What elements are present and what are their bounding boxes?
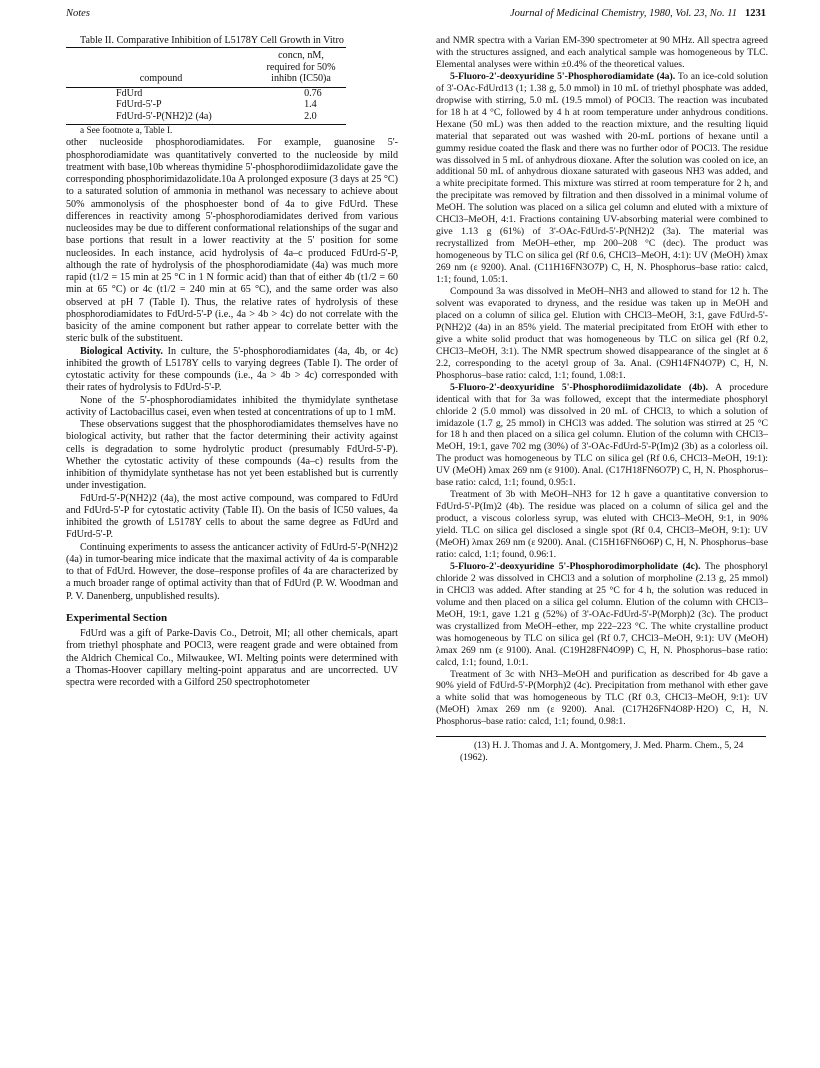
table-cell-value: 1.4 — [304, 99, 317, 110]
paragraph-heading: 5-Fluoro-2'-deoxyuridine 5'-Phosphorodiimidazolidate (4b). — [450, 381, 708, 393]
table-cell-compound: FdUrd-5'-P(NH2)2 (4a) — [66, 111, 256, 125]
body-paragraph: Compound 3a was dissolved in MeOH–NH3 and allowed to stand for 12 h. The solvent was evaporated to dryness, and the residue was taken up in MeOH and placed on a column of silica gel. Elution with CHCl3–MeOH, 3:1, gave FdUrd-5'-P(NH2)2 (4a) in an 85% yield. The material precipitated from EtOH with ether to give a white solid product that was homogeneous by TLC on silica gel (Rf 0.2, CHCl3–MeOH, 3:1). The NMR spectrum showed disappearance of the singlet at δ 2.2, corresponding to the acetyl group of 3a. Anal. (C9H14FN4O7P) C, H, N. Phosphorus–base ratio: calcd, 1:1; found, 1.08:1. — [436, 286, 768, 381]
body-paragraph — [66, 346, 398, 395]
table-row — [66, 111, 346, 125]
table-cell-compound: FdUrd — [116, 87, 143, 99]
paragraph-heading: 5-Fluoro-2'-deoxyuridine 5'-Phosphorodiamidate (4a). — [450, 70, 676, 82]
body-paragraph: None of the 5'-phosphorodiamidates inhibited the thymidylate synthetase activity of Lactobacillus casei, even when tested at concentrations of up to 1 mM. — [66, 394, 398, 418]
body-paragraph: Continuing experiments to assess the anticancer activity of FdUrd-5'-P(NH2)2 (4a) in tumor-bearing mice indicate that the maximal activity of 4a is comparable to that of FdUrd. However, the dose–response profiles of 4a are characterized by a much broader range of optimal activity than that of FdUrd (P. W. Woodman and P. V. Danenberg, unpublished results). — [66, 541, 398, 602]
running-header — [66, 8, 766, 26]
body-paragraph: other nucleoside phosphorodiamidates. For example, guanosine 5'-phosphorodiamidate was quantitatively converted to the nucleoside by mild treatment with base,10b whereas thymidine 5'-phosphorodiimidazolidate gave the corresponding phosphorimidazolidate.10a A prolonged exposure (3 days at 25 °C) to a saturated solution of ammonia in methanol was necessary to achieve about 50% ammonolysis of the phosphoester bond of 4a to give FdUrd. These differences in reactivity among 5'-phosphorodiamidates derived from various nucleosides may be due to different conformational relationships of the sugar and base portions that result in a lower reactivity at the 5' position for some nucleosides. In each instance, acid hydrolysis of 4a–c produced FdUrd-5'-P, although the rate of hydrolysis of the phosphorodiamidate (4a) was much more rapid (t1/2 = 15 min at 25 °C in 1 N formic acid) than that of either 4b (t1/2 = 60 min at 65 °C) or 4c (t1/2 = 240 min at 65 °C), and the same order was also observed at pH 7 (Table I). Thus, the relative rates of hydrolysis of these phosphorodiamidates to FdUrd-5'-P (i.e., 4a > 4b > 4c) do not correlate with the basicity of the amine component but rather appear to correlate better with the steric bulk of the substituent. — [66, 137, 399, 345]
table-header-value — [256, 48, 346, 87]
right-column — [436, 35, 768, 764]
table-caption: Table II. Comparative Inhibition of L5178Y Cell Growth in Vitro — [80, 35, 344, 46]
body-paragraph — [436, 71, 768, 286]
paragraph-text: A procedure identical with that for 3a was followed, except that the intermediate phosphoryl chloride 2 (5.0 mmol) was dissolved in 20 mL of CHCl3, to which a solution of imidazole (1.7 g, 25 mmol) in CHCl3 was added. The solution was stirred at 25 °C for 18 h and then placed on a silica gel column. Elution of the column with CHCl3–MeOH, 19:1, gave 702 mg (30%) of 3'-OAc-FdUrd-5'-P(Im)2 (3b) as a colorless oil. The product was homogeneous by TLC on silica gel (Rf 0.6, CHCl3–MeOH, 19:1): UV (MeOH) λmax 269 nm (ε 9100). Anal. (C17H18FN6O7P) C, H, N. Phosphorus–base ratio: calcd, 1:1; found, 0.95:1. — [436, 381, 768, 489]
table-header-line: required for 50% — [266, 61, 336, 73]
table-cell-value: 0.76 — [304, 87, 322, 99]
table-footnote: a See footnote a, Table I. — [80, 126, 173, 136]
table-row — [66, 99, 346, 111]
body-paragraph: and NMR spectra with a Varian EM-390 spectrometer at 90 MHz. All spectra agreed with the structures assigned, and each analytical sample was homogeneous by TLC. Elemental analyses were within ±0.4% of the theoretical values. — [436, 35, 768, 70]
body-paragraph: FdUrd was a gift of Parke-Davis Co., Detroit, MI; all other chemicals, apart from triethyl phosphate and POCl3, were reagent grade and were obtained from the Aldrich Chemical Co., Milwaukee, WI. Melting points were determined with a Thomas-Hoover capillary melting-point apparatus and are uncorrected. UV spectra were recorded with a Gilford 250 spectrophotometer — [66, 628, 398, 688]
journal-name: Journal of Medicinal Chemistry, 1980, Vol. 23, No. 11 — [509, 8, 737, 19]
body-paragraph: Treatment of 3b with MeOH–NH3 for 12 h gave a quantitative conversion to FdUrd-5'-P(Im)2 (4b). The residue was placed on a column of silica gel and the product, a viscous colorless syrup, was eluted with CHCl3–MeOH, 9:1, in 90% yield. TLC on silica gel disclosed a single spot (Rf 0.4, CHCl3–MeOH, 9:1): UV (MeOH) λmax 269 nm (ε 9200). Anal. (C15H16FN6O6P) C, H, N. Phosphorus–base ratio: calcd, 1:1; found, 0.96:1. — [436, 489, 768, 560]
paragraph-heading: Biological Activity. — [80, 345, 163, 357]
body-paragraph — [436, 382, 768, 490]
table-row — [66, 87, 346, 99]
inhibition-table — [66, 47, 346, 125]
table-cell-value: 2.0 — [256, 111, 346, 125]
body-paragraph: FdUrd-5'-P(NH2)2 (4a), the most active compound, was compared to FdUrd and FdUrd-5'-P for cytostatic activity (Table II). On the basis of IC50 values, 4a inhibited the growth of L5178Y cells to about the same degree as FdUrd and FdUrd-5'-P. — [66, 492, 398, 541]
table-cell-compound: FdUrd-5'-P — [116, 99, 162, 110]
paragraph-text: To an ice-cold solution of 3'-OAc-FdUrd13 (1; 1.38 g, 5.0 mmol) in 10 mL of triethyl phosphate was added, dropwise with stirring, 5.0 mL (19.5 mmol) of POCl3. The reaction was incubated for 18 h at 4 °C, followed by 4 h at room temperature under anhydrous conditions. Hexane (50 mL) was then added to the reaction mixture, and the resulting liquid material that separated out was washed with 20-mL portions of hexane until a gummy residue coated the flask and there was no further odor of POCl3. The residue was dissolved in 5 mL of anhydrous dioxane. After the solution was cooled on ice, an additional 50 mL of anhydrous dioxane saturated with gaseous NH3 was added, and a white precipitate formed. This mixture was stirred at room temperature for 2 h, and the precipitate was removed by filtration and then dissolved in a minimal volume of MeOH. The solution was placed on a silica gel column and eluted with a mixture of CHCl3–MeOH, 4:1. Fractions containing UV-absorbing material were combined to give 1.13 g (61%) of 3'-OAc-FdUrd-5'-P(NH2)2 (3a). The material was recrystallized from MeOH–ether, mp 200–208 °C (dec). The product was homogeneous by TLC on silica gel (Rf 0.6, CHCl3–MeOH, 4:1): UV (MeOH) λmax 269 nm (ε 9200). Anal. (C11H16FN3O7P) C, H, N. Phosphorus–base ratio: calcd, 1:1; found, 1.05:1. — [436, 70, 768, 286]
left-column — [66, 35, 398, 689]
paragraph-heading: 5-Fluoro-2'-deoxyuridine 5'-Phosphorodimorpholidate (4c). — [450, 560, 701, 572]
section-heading: Experimental Section — [66, 611, 168, 624]
body-paragraph — [436, 561, 768, 669]
table-header-line: inhibn (IC50)a — [271, 73, 331, 84]
reference-divider — [436, 736, 766, 737]
section-label: Notes — [66, 8, 90, 19]
page-number: 1231 — [745, 8, 766, 19]
body-paragraph: Treatment of 3c with NH3–MeOH and purification as described for 4b gave a 90% yield of FdUrd-5'-P(Morph)2 (4c). Precipitation from methanol with ether gave a white solid that was homogeneous by TLC (Rf 0.3, CHCl3–MeOH, 9:1): UV (MeOH) λmax 269 nm (ε 9200). Anal. (C17H26FN4O8P·H2O) C, H, N. Phosphorus–base ratio: calcd, 1:1; found, 0.98:1. — [436, 668, 768, 728]
table-header-line: concn, nM, — [278, 50, 324, 61]
body-paragraph: These observations suggest that the phosphorodiamidates themselves have no biological activity, but rather that the factor determining their activity against cells is degradation to some hydrolytic product (presumably FdUrd-5'-P). Whether the cytostatic activity of these compounds (4a–c) results from the inhibition of thymidylate synthetase has not yet been established but is currently under investigation. — [66, 419, 398, 492]
reference-entry: (13) H. J. Thomas and J. A. Montgomery, J. Med. Pharm. Chem., 5, 24 (1962). — [460, 741, 744, 763]
journal-citation — [510, 8, 766, 19]
table-header-compound: compound — [66, 48, 256, 87]
paragraph-text: The phosphoryl chloride 2 was dissolved in CHCl3 and a solution of morpholine (2.13 g, 25 mmol) in CHCl3 was added. After standing at 25 °C for 4 h, the solution was reduced in volume and then placed on a silica gel column. Elution of the column with CHCl3–MeOH, 19:1, gave 1.21 g (52%) of 3'-OAc-FdUrd-5'-P(Morph)2 (3c). The product was crystallized from MeOH–ether, mp 222–223 °C. The white crystalline product was homogeneous by TLC on silica gel (Rf 0.7, CHCl3–MeOH, 9:1): UV (MeOH) λmax 269 nm (ε 9100). Anal. (C19H28FN4O9P) C, H, N. Phosphorus–base ratio: calcd, 1:1; found, 1.0:1. — [436, 560, 768, 668]
paragraph-text: In culture, the 5'-phosphorodiamidates (4a, 4b, or 4c) inhibited the growth of L5178Y cells to varying degrees (Table I). The order of cytostatic activity for these compounds (i.e., 4a > 4b > 4c) corresponded with their rates of hydrolysis to FdUrd-5'-P. — [66, 345, 398, 394]
